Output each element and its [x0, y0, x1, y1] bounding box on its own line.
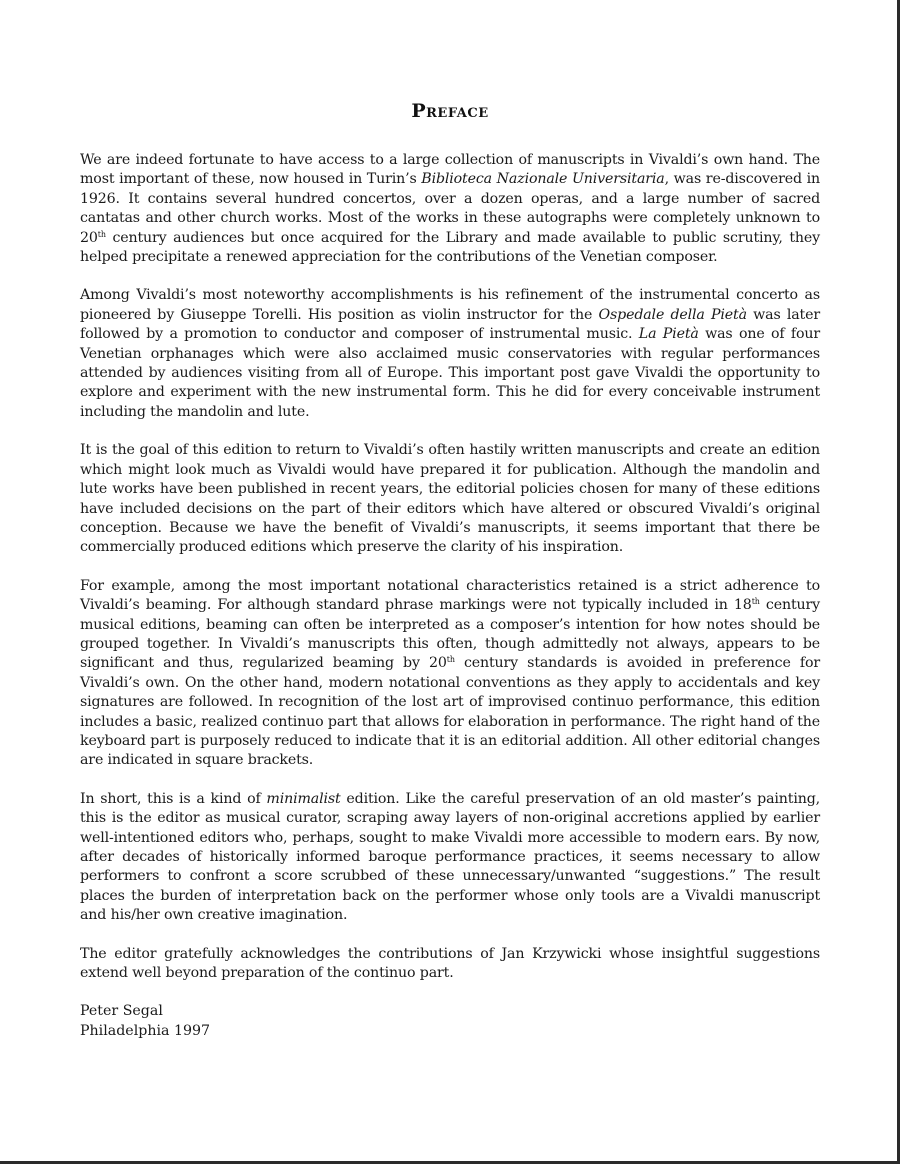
paragraph-2-text-a: Among Vivaldi’s most noteworthy accomplishments is his refinement of the instrumental concerto as pioneered by Giuseppe Torelli. His position as violin instructor for the [80, 287, 820, 323]
paragraph-1-text-c: century audiences but once acquired for the Library and made available to public scrutiny, they helped precipitate a renewed appreciation for the contributions of the Venetian composer. [80, 229, 820, 266]
signature-block [80, 1002, 820, 1041]
paragraph-1-text-b: , was re-discovered in 1926. It contains several hundred concertos, over a dozen operas, and a large number of sacred cantatas and other church works. Most of the works in these autographs were completely unknown to 20 [80, 171, 820, 246]
paragraph-2-italic-2: La Pietà [638, 326, 699, 343]
paragraph-1-superscript: th [97, 229, 106, 239]
paragraph-1 [80, 151, 820, 267]
signature-name: Peter Segal [80, 1003, 163, 1020]
paragraph-1-italic: Biblioteca Nazionale Universitaria [421, 171, 665, 188]
paragraph-6: The editor gratefully acknowledges the contributions of Jan Krzywicki whose insightful suggestions extend well beyond preparation of the continuo part. [80, 945, 820, 982]
paragraph-4 [80, 577, 820, 771]
signature-place-year: Philadelphia 1997 [80, 1022, 211, 1039]
paragraph-3: It is the goal of this edition to return to Vivaldi’s often hastily written manuscripts and create an edition which might look much as Vivaldi would have prepared it for publication. Although the mandolin and lute works have been published in recent years, the editorial policies chosen for many of these editions have included decisions on the part of their editors which have altered or obscured Vivaldi’s original conception. Because we have the benefit of Vivaldi’s manuscripts, it seems important that there be commercially produced editions which preserve the clarity of his inspiration. [80, 442, 820, 556]
paragraph-5-italic: minimalist [266, 790, 341, 807]
paragraph-5 [80, 790, 820, 926]
page-title: Preface [411, 100, 489, 122]
paragraph-2-italic-1: Ospedale della Pietà [598, 306, 747, 323]
paragraph-1-text-a: We are indeed fortunate to have access to a large collection of manuscripts in Vivaldi’s own hand. The most important of these, now housed in Turin’s [80, 152, 820, 188]
paragraph-2-text-c: was one of four Venetian orphanages which were also acclaimed music conservatories with regular performances attended by audiences visiting from all of Europe. This important post gave Vivaldi the opportunity to explore and experiment with the new instrumental form. This he did for every conceivable instrument including the mandolin and lute. [80, 326, 820, 420]
preface-content [80, 100, 820, 1041]
paragraph-4-superscript-1: th [751, 597, 760, 607]
paragraph-4-superscript-2: th [446, 655, 455, 665]
paragraph-5-text-a: In short, this is a kind of [80, 790, 267, 807]
paragraph-4-text-c: century standards is avoided in preference for Vivaldi’s own. On the other hand, modern notational conventions as they apply to accidentals and key signatures are followed. In recognition of the lost art of improvised continuo performance, this edition includes a basic, realized continuo part that allows for elaboration in performance. The right hand of the keyboard part is purposely reduced to indicate that it is an editorial addition. All other editorial changes are indicated in square brackets. [80, 655, 820, 769]
paragraph-4-text-b: century musical editions, beaming can often be interpreted as a composer’s intention for how notes should be grouped together. In Vivaldi’s manuscripts this often, though admittedly not always, appears to be significant and thus, regularized beaming by 20 [80, 597, 820, 672]
paragraph-5-text-b: edition. Like the careful preservation of an old master’s painting, this is the editor as musical curator, scraping away layers of non-original accretions applied by earlier well-intentioned editors who, perhaps, sought to make Vivaldi more accessible to modern ears. By now, after decades of historically informed baroque performance practices, it seems necessary to allow performers to confront a score scrubbed of these unnecessary/unwanted “suggestions.” The result places the burden of interpretation back on the performer whose only tools are a Vivaldi manuscript and his/her own creative imagination. [80, 790, 820, 924]
paragraph-4-text-a: For example, among the most important notational characteristics retained is a strict adherence to Vivaldi’s beaming. For although standard phrase markings were not typically included in 18 [80, 577, 820, 614]
paragraph-2 [80, 286, 820, 422]
paragraph-2-text-b: was later followed by a promotion to conductor and composer of instrumental music. [80, 306, 820, 343]
